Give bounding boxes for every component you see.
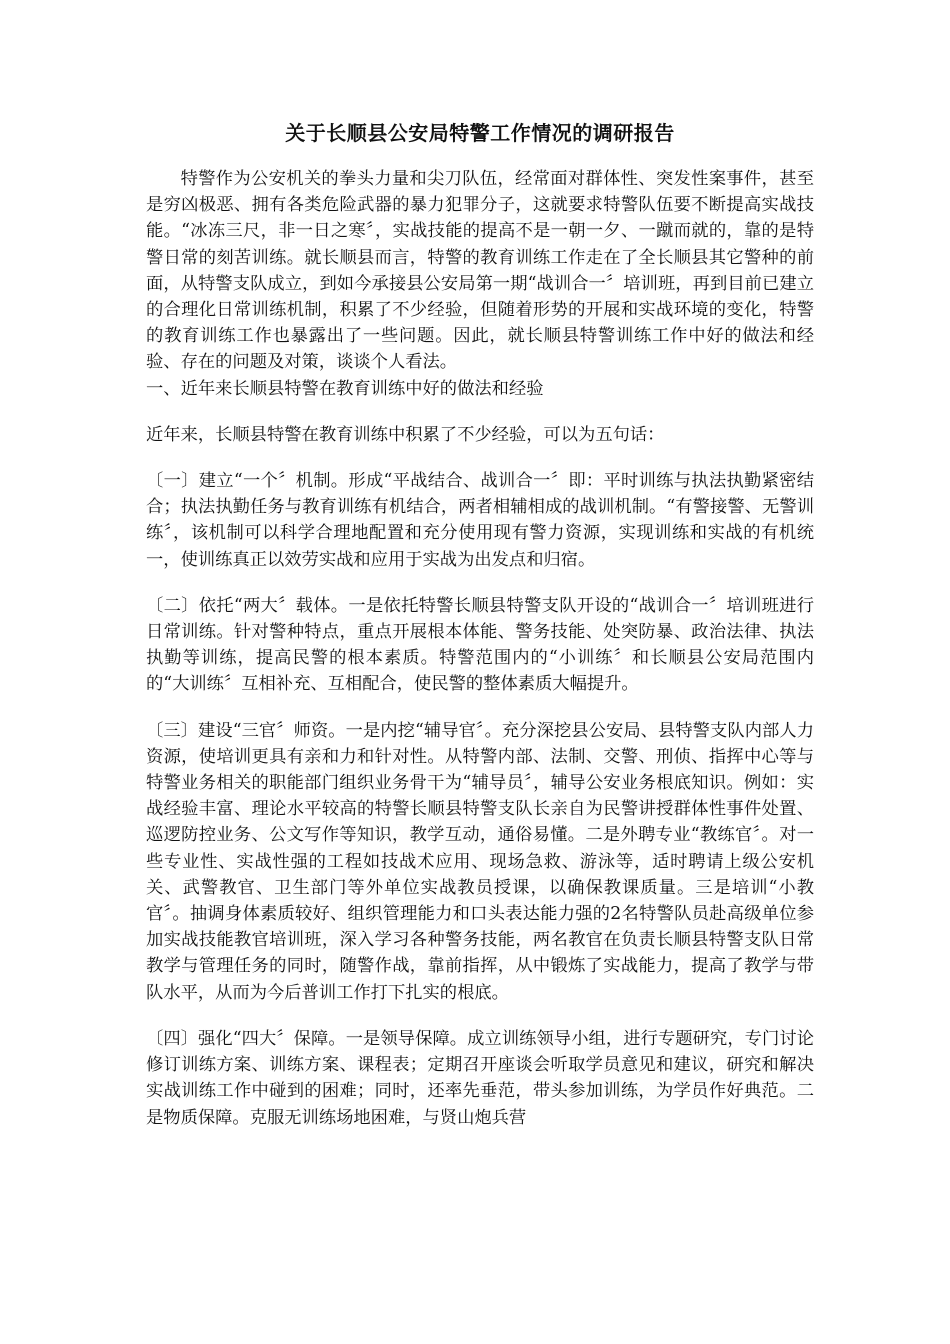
intro-paragraph: 特警作为公安机关的拳头力量和尖刀队伍，经常面对群体性、突发性案事件，甚至是穷凶极恶、拥有各类危险武器的暴力犯罪分子，这就要求特警队伍要不断提高实战技能。“冰冻三尺，非一日之寒〞，实战技能的提高不是一朝一夕、一蹴而就的，靠的是特警日常的刻苦训练。就长顺县而言，特警的教育训练工作走在了全长顺县其它警种的前面，从特警支队成立，到如今承接县公安局第一期“战训合一〞培训班，再到目前已建立的合理化日常训练机制，积累了不少经验，但随着形势的开展和实战环境的变化，特警的教育训练工作也暴露出了一些问题。因此，就长顺县特警训练工作中好的做法和经验、存在的问题及对策，谈谈个人看法。 [146,169,814,373]
item-one-paragraph: 〔一〕建立“一个〞机制。形成“平战结合、战训合一〞即：平时训练与执法执勤紧密结合；执法执勤任务与教育训练有机结合，两者相辅相成的战训机制。“有警接警、无警训练〞，该机制可以科学合理地配置和充分使用现有警力资源，实现训练和实战的有机统一，使训练真正以效劳实战和应用于实战为出发点和归宿。 [146,471,814,570]
item-three-paragraph: 〔三〕建设“三官〞师资。一是内挖“辅导官〞。充分深挖县公安局、县特警支队内部人力资源，使培训更具有亲和力和针对性。从特警内部、法制、交警、刑侦、指挥中心等与特警业务相关的职能部门组织业务骨干为“辅导员〞，辅导公安业务根底知识。例如：实战经验丰富、理论水平较高的特警长顺县特警支队长亲自为民警讲授群体性事件处置、巡逻防控业务、公文写作等知识，教学互动，通俗易懂。二是外聘专业“教练官〞。对一些专业性、实战性强的工程如技战术应用、现场急救、游泳等，适时聘请上级公安机关、武警教官、卫生部门等外单位实战教员授课，以确保教课质量。三是培训“小教官〞。抽调身体素质较好、组织管理能力和口头表达能力强的2名特警队员赴高级单位参加实战技能教官培训班，深入学习各种警务技能，两名教官在负责长顺县特警支队日常教学与管理任务的同时，随警作战，靠前指挥，从中锻炼了实战能力，提高了教学与带队水平，从而为今后普训工作打下扎实的根底。 [146,720,814,1003]
document-title: 关于长顺县公安局特警工作情况的调研报告 [285,121,675,145]
item-four-paragraph: 〔四〕强化“四大〞保障。一是领导保障。成立训练领导小组，进行专题研究，专门讨论修订训练方案、训练方案、课程表；定期召开座谈会听取学员意见和建议，研究和解决实战训练工作中碰到的困难；同时，还率先垂范，带头参加训练，为学员作好典范。二是物质保障。克服无训练场地困难，与贤山炮兵营 [146,1028,814,1128]
section-lead-paragraph: 近年来，长顺县特警在教育训练中积累了不少经验，可以为五句话： [146,424,665,445]
document-page [146,118,814,1131]
item-two-paragraph: 〔二〕依托“两大〞载体。一是依托特警长顺县特警支队开设的“战训合一〞培训班进行日常训练。针对警种特点，重点开展根本体能、警务技能、处突防暴、政治法律、执法执勤等训练，提高民警的根本素质。特警范围内的“小训练〞和长顺县公安局范围内的“大训练〞互相补充、互相配合，使民警的整体素质大幅提升。 [146,595,814,695]
section-heading: 一、近年来长顺县特警在教育训练中好的做法和经验 [146,378,544,399]
